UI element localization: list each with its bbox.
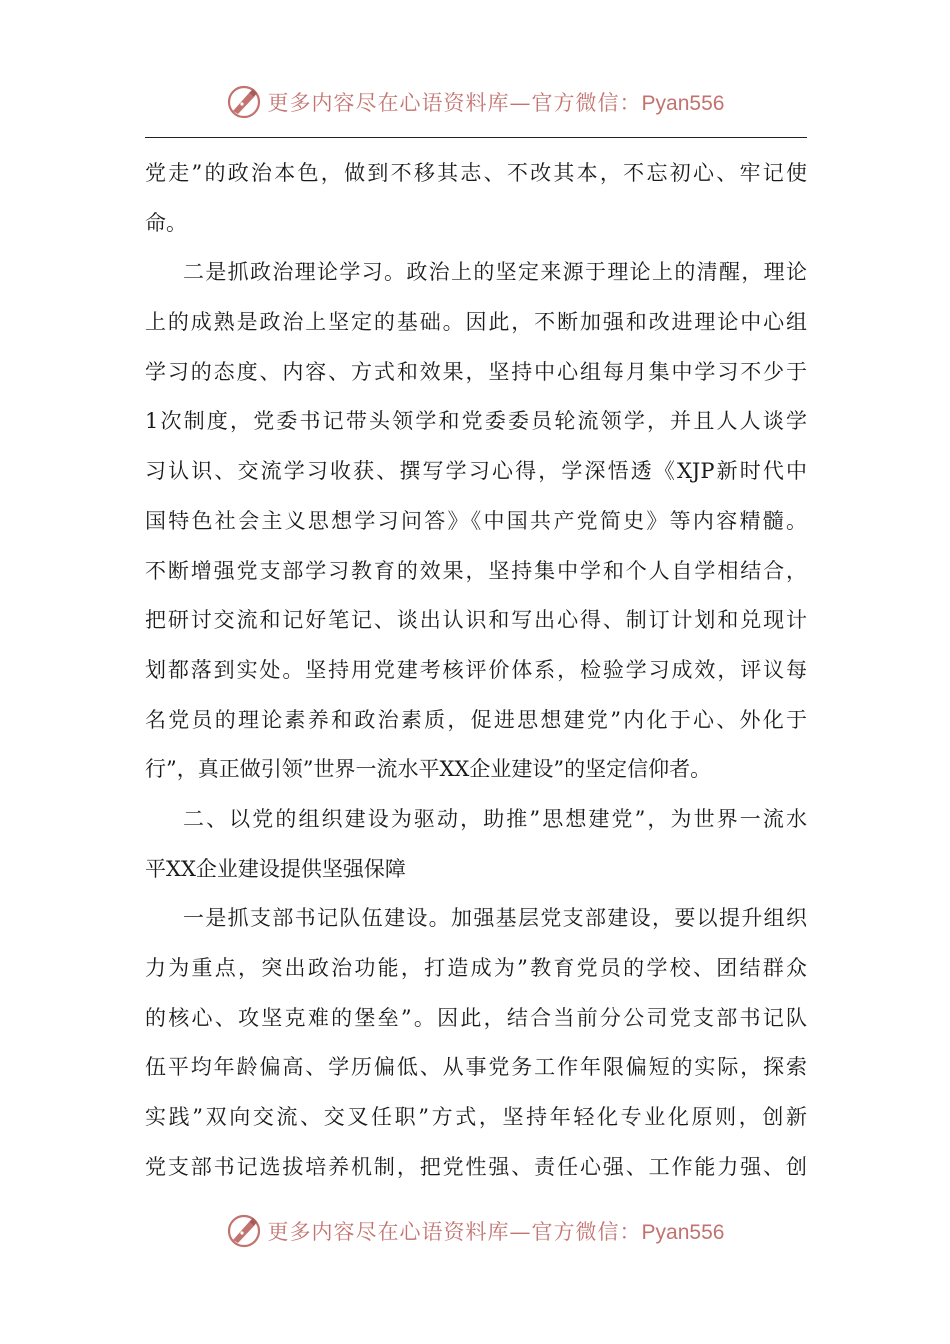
body-line: 一是抓支部书记队伍建设。加强基层党支部建设，要以提升组织: [183, 906, 807, 931]
header-watermark-handle: Pyan556: [641, 92, 725, 115]
header-watermark-text: 更多内容尽在心语资料库—官方微信：Pyan556: [267, 91, 725, 115]
body-line: 伍平均年龄偏高、学历偏低、从事党务工作年限偏短的实际，探索: [145, 1055, 807, 1080]
body-line: 划都落到实处。坚持用党建考核评价体系，检验学习成效，评议每: [145, 657, 807, 682]
footer-watermark-handle: Pyan556: [641, 1221, 725, 1244]
section-heading-line: 平XX企业建设提供坚强保障: [145, 856, 406, 881]
body-line: 名党员的理论素养和政治素质，促进思想建党”内化于心、外化于: [145, 707, 807, 732]
body-line: 党走”的政治本色，做到不移其志、不改其本，不忘初心、牢记使: [145, 161, 807, 185]
fountain-pen-logo-icon: [226, 84, 262, 120]
footer-watermark-text: 更多内容尽在心语资料库—官方微信：Pyan556: [267, 1220, 725, 1244]
body-line: 二是抓政治理论学习。政治上的坚定来源于理论上的清醒，理论: [183, 260, 807, 285]
document-body: [145, 149, 807, 1192]
header-rule: [145, 137, 807, 138]
body-line: 命。: [145, 210, 187, 235]
header-watermark: [0, 82, 950, 122]
body-line: 学习的态度、内容、方式和效果，坚持中心组每月集中学习不少于: [145, 359, 807, 384]
body-line: 上的成熟是政治上坚定的基础。因此，不断加强和改进理论中心组: [145, 310, 807, 335]
body-line: 行”，真正做引领”世界一流水平XX企业建设”的坚定信仰者。: [145, 757, 712, 782]
section-heading-line: 二、以党的组织建设为驱动，助推”思想建党”，为世界一流水: [183, 806, 807, 831]
body-line: 不断增强党支部学习教育的效果，坚持集中学和个人自学相结合，: [145, 558, 807, 583]
body-line: 习认识、交流学习收获、撰写学习心得，学深悟透《XJP新时代中: [145, 459, 807, 484]
fountain-pen-logo-icon: [226, 1213, 262, 1249]
body-line: 的核心、攻坚克难的堡垒”。因此，结合当前分公司党支部书记队: [145, 1005, 807, 1030]
body-line: 实践”双向交流、交叉任职”方式，坚持年轻化专业化原则，创新: [145, 1105, 807, 1130]
body-line: 力为重点，突出政治功能，打造成为”教育党员的学校、团结群众: [145, 956, 807, 980]
body-line: 国特色社会主义思想学习问答》《中国共产党简史》等内容精髓。: [145, 508, 807, 533]
footer-watermark: [0, 1211, 950, 1251]
body-line: 1次制度，党委书记带头领学和党委委员轮流领学，并且人人谈学: [145, 409, 807, 434]
body-line: 把研讨交流和记好笔记、谈出认识和写出心得、制订计划和兑现计: [145, 608, 807, 633]
body-line: 党支部书记选拔培养机制，把党性强、责任心强、工作能力强、创: [145, 1154, 807, 1179]
